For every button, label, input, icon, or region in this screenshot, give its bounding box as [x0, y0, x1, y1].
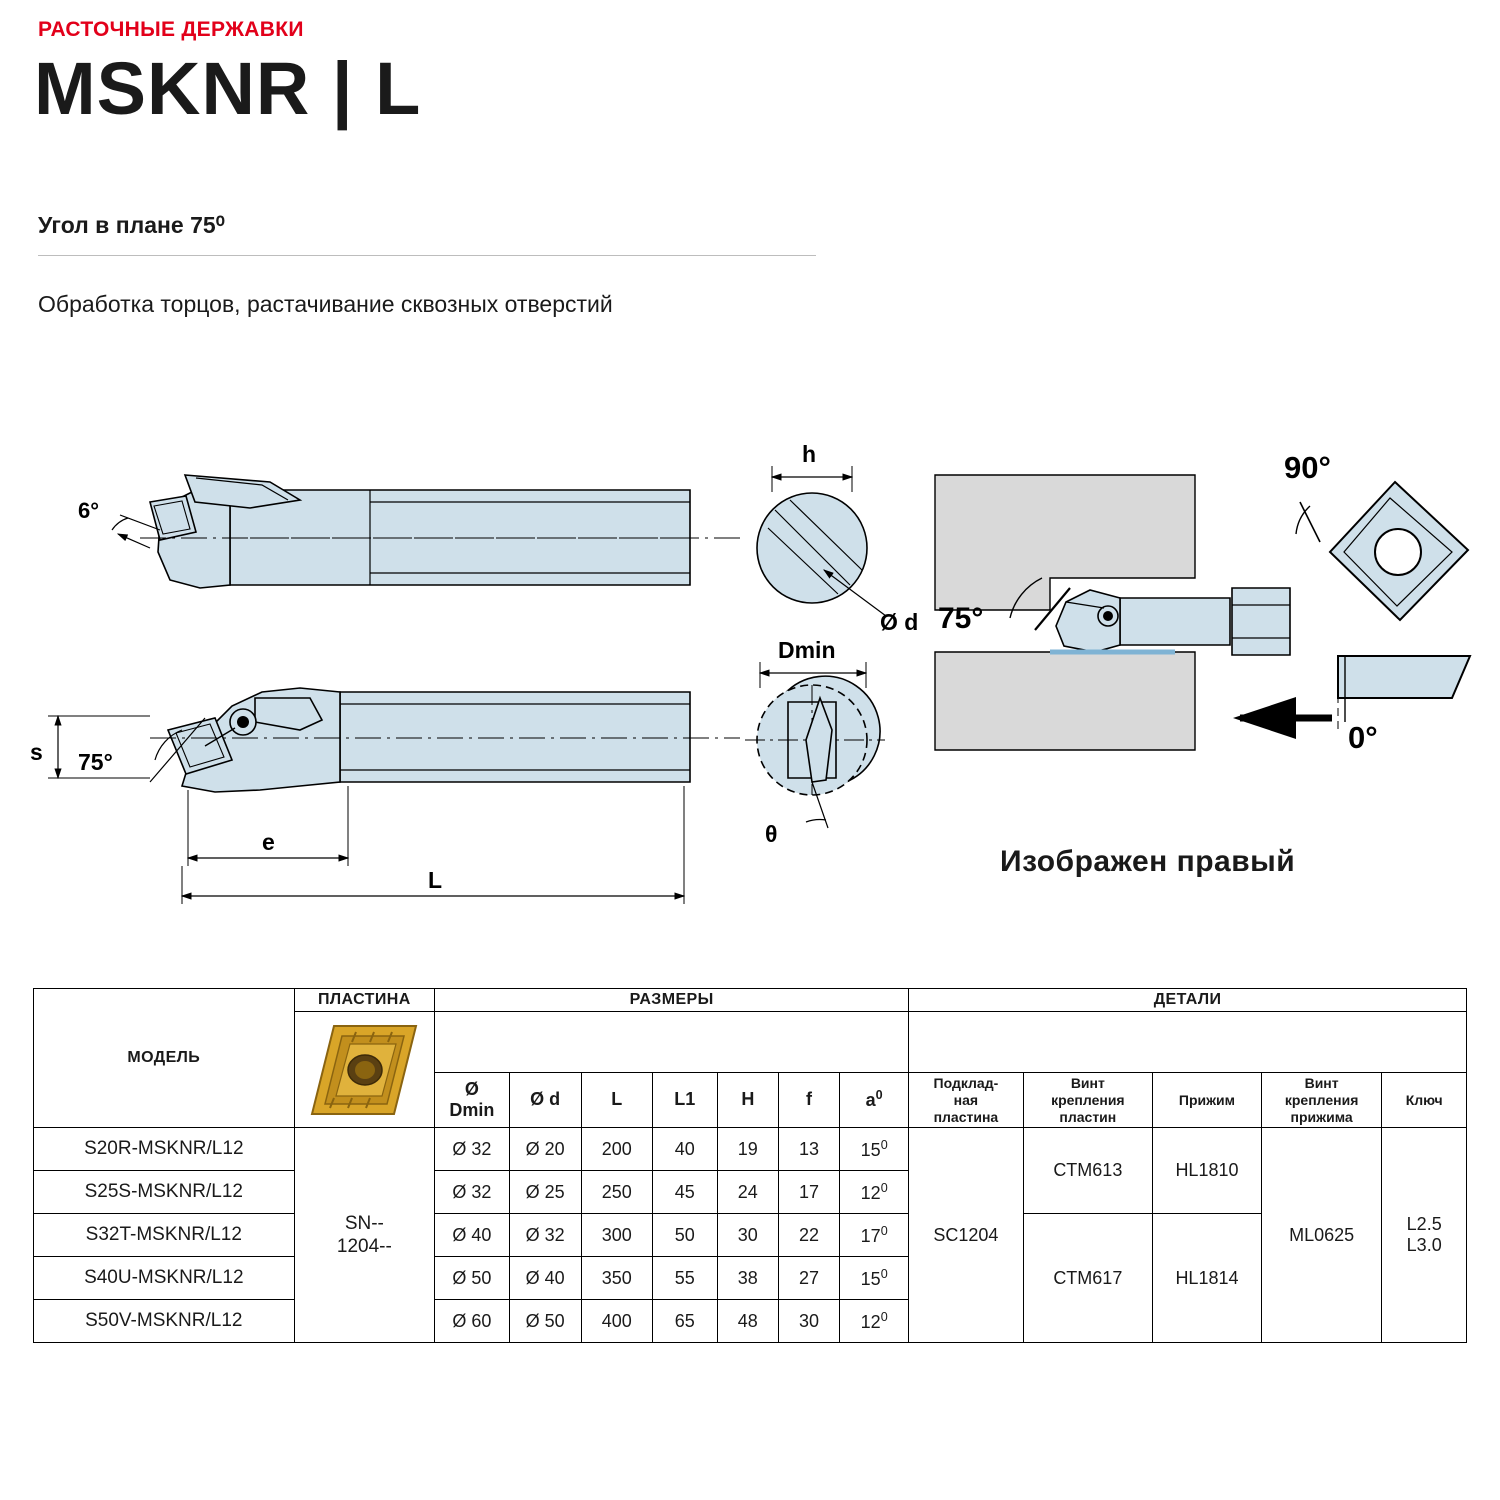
header-clampscrew-l2: крепления [1284, 1091, 1359, 1108]
cell-L1: 50 [652, 1214, 717, 1257]
drawing-bottom-boring-bar [48, 688, 740, 904]
cell-clamp-screw: ML0625 [1261, 1128, 1382, 1343]
cell-L: 200 [581, 1128, 652, 1171]
cell-d: Ø 25 [509, 1171, 581, 1214]
sizes-spacer [435, 1012, 909, 1073]
cell-alpha [840, 1214, 909, 1257]
header-clampscrew-l1: Винт [1304, 1075, 1339, 1091]
cell-alpha-value: 15 [860, 1139, 881, 1160]
cell-L: 400 [581, 1300, 652, 1343]
cell-d: Ø 40 [509, 1257, 581, 1300]
cell-alpha-value: 12 [860, 1311, 881, 1332]
cell-model: S25S-MSKNR/L12 [34, 1171, 295, 1214]
label-dim-d: Ø d [880, 609, 919, 635]
header-sizes: РАЗМЕРЫ [435, 989, 909, 1012]
cell-alpha-sup: 0 [880, 1309, 888, 1324]
header-shim-l3: пластина [933, 1108, 999, 1125]
drawing-insert-side [1338, 656, 1470, 730]
insert-image-cell [294, 1012, 435, 1128]
cell-f: 30 [778, 1300, 839, 1343]
header-parts: ДЕТАЛИ [909, 989, 1467, 1012]
cell-dmin: Ø 32 [435, 1171, 510, 1214]
plate-line2: 1204-- [336, 1236, 392, 1258]
label-dim-e: e [262, 829, 275, 855]
cell-dmin: Ø 32 [435, 1128, 510, 1171]
cell-insert-screw-top: CTM613 [1023, 1128, 1153, 1214]
header-shim-l1: Подклад- [933, 1075, 999, 1091]
header-alpha-sup: 0 [875, 1088, 883, 1103]
plate-line1: SN-- [344, 1212, 384, 1234]
cell-alpha-value: 12 [860, 1182, 881, 1203]
header-screw-l1: Винт [1070, 1075, 1105, 1091]
label-angle-75-left: 75° [78, 749, 113, 775]
cell-f: 27 [778, 1257, 839, 1300]
cell-clamp-bottom: HL1814 [1153, 1214, 1262, 1343]
drawing-workpiece [935, 475, 1332, 750]
header-d: Ø d [509, 1073, 581, 1128]
cell-L1: 55 [652, 1257, 717, 1300]
drawing-end-view-top [757, 466, 886, 616]
header-L: L [581, 1073, 652, 1128]
header-clamp-screw [1261, 1073, 1382, 1128]
cell-L: 300 [581, 1214, 652, 1257]
header-H: H [717, 1073, 778, 1128]
header-shim [909, 1073, 1023, 1128]
drawing-top-boring-bar [112, 475, 740, 588]
cell-alpha-value: 15 [860, 1268, 881, 1289]
cell-model: S50V-MSKNR/L12 [34, 1300, 295, 1343]
page-title: MSKNR | L [34, 47, 422, 130]
cell-L1: 65 [652, 1300, 717, 1343]
cell-L1: 40 [652, 1128, 717, 1171]
cell-d: Ø 32 [509, 1214, 581, 1257]
header-shim-l2: ная [953, 1091, 979, 1108]
label-dim-L: L [428, 867, 443, 893]
header-L1: L1 [652, 1073, 717, 1128]
header-dmin-text: Dmin [449, 1100, 495, 1121]
key-line1: L2.5 [1406, 1214, 1442, 1235]
cell-plate-designation [294, 1128, 435, 1343]
header-dmin [435, 1073, 510, 1128]
table-row [34, 1214, 1467, 1257]
cell-alpha-sup: 0 [880, 1180, 888, 1195]
header-insert-screw [1023, 1073, 1153, 1128]
label-dim-theta: θ [765, 821, 778, 847]
cell-L1: 45 [652, 1171, 717, 1214]
label-angle-6: 6° [78, 498, 100, 523]
table-header-row-1 [34, 989, 1467, 1012]
header-model: МОДЕЛЬ [34, 989, 295, 1128]
header-screw-l2: крепления [1051, 1091, 1125, 1108]
header-clampscrew-l3: прижима [1290, 1108, 1353, 1125]
cell-d: Ø 20 [509, 1128, 581, 1171]
label-angle-90: 90° [1284, 450, 1331, 485]
cell-clamp-top: HL1810 [1153, 1128, 1262, 1214]
header-f: f [778, 1073, 839, 1128]
label-dim-s: s [30, 739, 43, 765]
drawing-insert-diamond [1296, 482, 1468, 620]
cell-alpha [840, 1128, 909, 1171]
label-dim-h: h [802, 441, 817, 467]
cell-alpha-sup: 0 [880, 1137, 888, 1152]
header-divider [38, 255, 816, 256]
cell-d: Ø 50 [509, 1300, 581, 1343]
cell-key [1382, 1128, 1467, 1343]
cell-H: 38 [717, 1257, 778, 1300]
label-dim-dmin: Dmin [778, 637, 836, 663]
cell-H: 30 [717, 1214, 778, 1257]
page-description: Обработка торцов, растачивание сквозных отверстий [38, 291, 613, 317]
cell-H: 48 [717, 1300, 778, 1343]
drawing-end-view-bottom [745, 662, 885, 828]
cell-L: 250 [581, 1171, 652, 1214]
cell-dmin: Ø 60 [435, 1300, 510, 1343]
label-angle-75-cut: 75° [938, 602, 984, 635]
table-row [34, 1128, 1467, 1171]
cell-model: S32T-MSKNR/L12 [34, 1214, 295, 1257]
header-screw-l3: пластин [1059, 1108, 1117, 1125]
header-clamp: Прижим [1153, 1073, 1262, 1128]
cell-model: S20R-MSKNR/L12 [34, 1128, 295, 1171]
cell-H: 24 [717, 1171, 778, 1214]
cell-model: S40U-MSKNR/L12 [34, 1257, 295, 1300]
cell-H: 19 [717, 1128, 778, 1171]
header-alpha [840, 1073, 909, 1128]
page-subtitle: Угол в плане 75⁰ [38, 212, 225, 238]
page-kicker: РАСТОЧНЫЕ ДЕРЖАВКИ [38, 18, 304, 41]
header-key: Ключ [1382, 1073, 1467, 1128]
cell-dmin: Ø 50 [435, 1257, 510, 1300]
label-angle-0: 0° [1348, 720, 1378, 755]
header-alpha-letter: a [865, 1090, 876, 1111]
cell-f: 13 [778, 1128, 839, 1171]
cell-L: 350 [581, 1257, 652, 1300]
cell-alpha-value: 17 [860, 1225, 881, 1246]
insert-photo [304, 1022, 424, 1118]
cell-alpha [840, 1300, 909, 1343]
cell-f: 17 [778, 1171, 839, 1214]
cell-alpha-sup: 0 [880, 1266, 888, 1281]
specification-table [33, 988, 1467, 1343]
cell-alpha-sup: 0 [880, 1223, 888, 1238]
cell-dmin: Ø 40 [435, 1214, 510, 1257]
cell-f: 22 [778, 1214, 839, 1257]
key-line2: L3.0 [1406, 1235, 1442, 1256]
drawing-note: Изображен правый [1000, 845, 1296, 878]
header-dmin-symbol: Ø [464, 1078, 479, 1099]
parts-spacer [909, 1012, 1467, 1073]
cell-alpha [840, 1171, 909, 1214]
cell-alpha [840, 1257, 909, 1300]
cell-insert-screw-bottom: CTM617 [1023, 1214, 1153, 1343]
cell-shim: SC1204 [909, 1128, 1023, 1343]
header-plate: ПЛАСТИНА [294, 989, 435, 1012]
